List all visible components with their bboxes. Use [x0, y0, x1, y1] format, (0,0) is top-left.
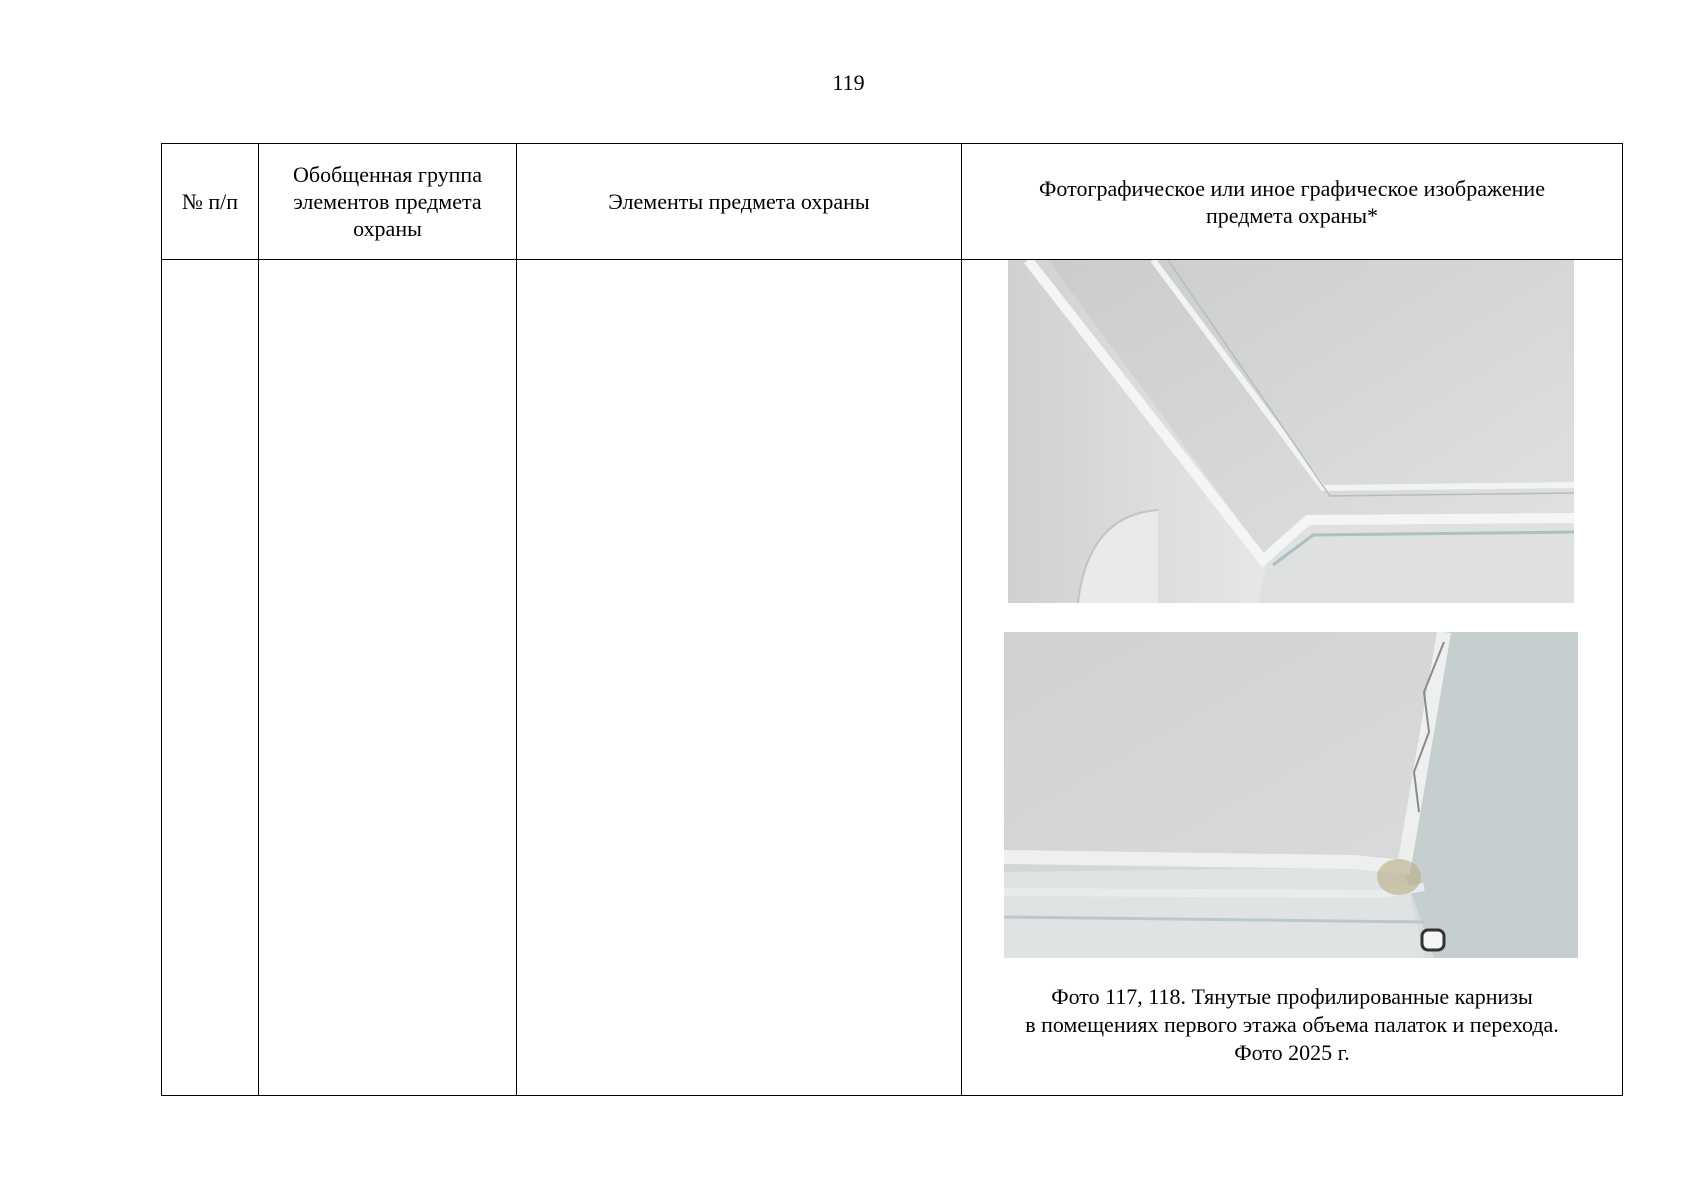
header-elements: Элементы предмета охраны — [517, 144, 962, 260]
photo-117-ceiling-corner — [1008, 260, 1574, 603]
cell-num — [162, 260, 259, 1096]
cell-elements — [517, 260, 962, 1096]
cell-group — [259, 260, 517, 1096]
header-group: Обобщенная группа элементов предмета охраны — [259, 144, 517, 260]
caption-line-3: Фото 2025 г. — [1234, 1040, 1350, 1065]
table-header-row — [162, 144, 1623, 260]
page-number: 119 — [832, 70, 865, 95]
caption-line-1: Фото 117, 118. Тянутые профилированные карнизы — [1051, 984, 1533, 1009]
photo-118-ceiling-wall — [1004, 632, 1578, 958]
caption-line-2: в помещениях первого этажа объема палаток и перехода. — [1025, 1012, 1559, 1037]
header-photo: Фотографическое или иное графическое изображение предмета охраны* — [962, 144, 1623, 260]
table-row — [162, 260, 1623, 1096]
header-num: № п/п — [162, 144, 259, 260]
photo-caption — [962, 983, 1622, 1067]
cell-photo — [962, 260, 1623, 1096]
protection-elements-table — [161, 143, 1623, 1096]
